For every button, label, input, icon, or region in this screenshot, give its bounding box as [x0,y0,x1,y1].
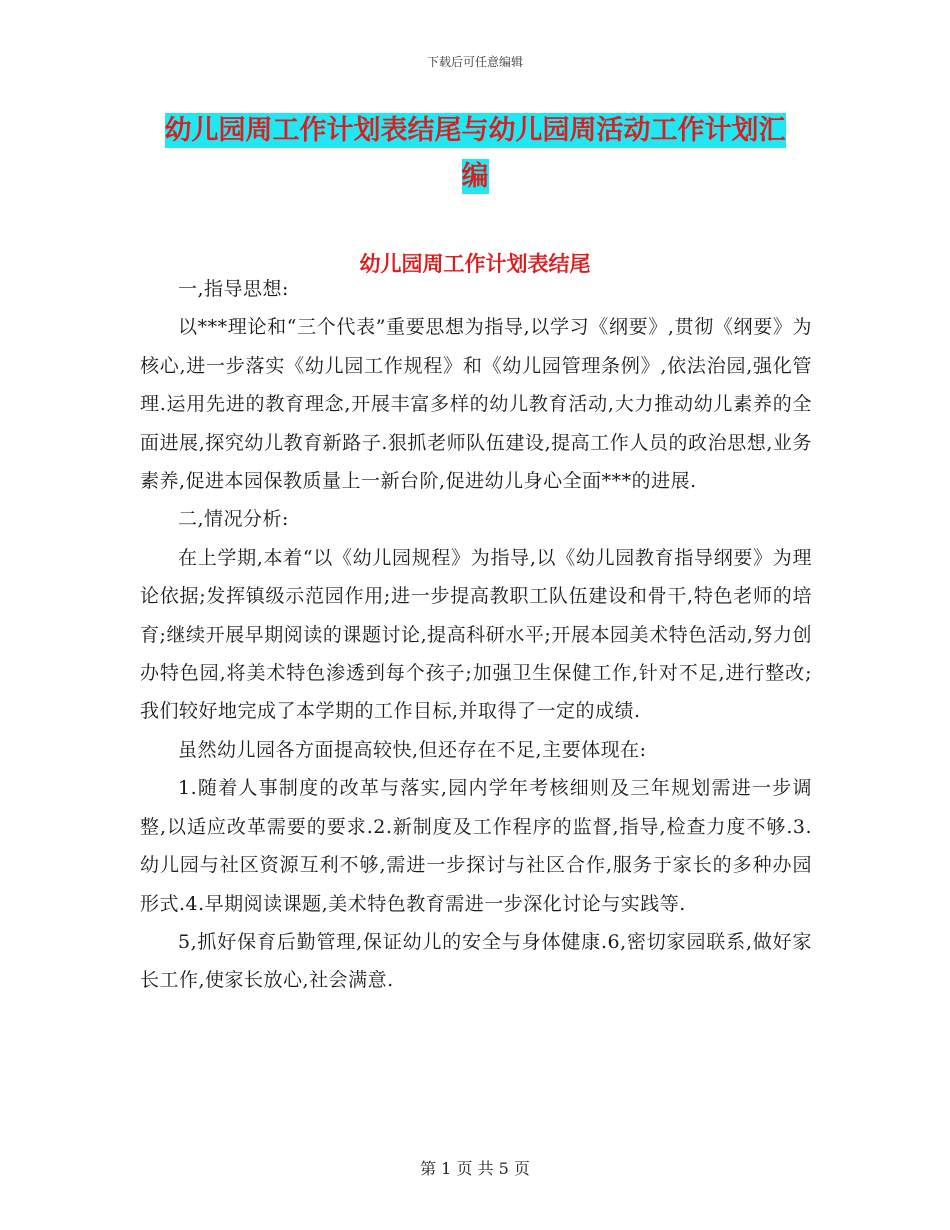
page-number: 第 1 页 共 5 页 [420,1159,530,1178]
paragraph-shortcomings-list: 1.随着人事制度的改革与落实,园内学年考核细则及三年规划需进一步调整,以适应改革需要的要求.2.新制度及工作程序的监督,指导,检查力度不够.3.幼儿园与社区资源互利不够,需进一步探讨与社区合作,服务于家长的多种办园形式.4.早期阅读课题,美术特色教育需进一步深化讨论与实践等. [140,777,812,915]
header-note: 下载后可任意编辑 [426,55,523,69]
paragraph-last-semester: 在上学期,本着“以《幼儿园规程》为指导,以《幼儿园教育指导纲要》为理论依据;发挥镇级示范园作用;进一步提高教职工队伍建设和骨干,特色老师的培育;继续开展早期阅读的课题讨论,提高科研水平;开展本园美术特色活动,努力创办特色园,将美术特色渗透到每个孩子;加强卫生保健工作,针对不足,进行整改;我们较好地完成了本学期的工作目标,并取得了一定的成绩. [140,546,812,723]
document-title-line-1: 幼儿园周工作计划表结尾与幼儿园周活动工作计划汇 [164,115,786,146]
paragraph-guiding-ideology: 以***理论和“三个代表”重要思想为指导,以学习《纲要》,贯彻《纲要》为核心,进一步落实《幼儿园工作规程》和《幼儿园管理条例》,依法治园,强化管理.运用先进的教育理念,开展丰富多样的幼儿教育活动,大力推动幼儿素养的全面进展,探究幼儿教育新路子.狠抓老师队伍建设,提高工作人员的政治思想,业务素养,促进本园保教质量上一新台阶,促进幼儿身心全面***的进展. [140,316,812,493]
paragraph-shortcomings-intro: 虽然幼儿园各方面提高较快,但还存在不足,主要体现在: [178,738,647,761]
heading-guiding-ideology: 一,指导思想: [178,278,289,300]
section-title: 幼儿园周工作计划表结尾 [359,252,591,276]
document-title-line-2: 编 [461,161,489,192]
document-title [140,108,810,200]
paragraph-logistics: 5,抓好保育后勤管理,保证幼儿的安全与身体健康.6,密切家园联系,做好家长工作,使家长放心,社会满意. [140,930,812,992]
body-text [140,270,812,1000]
heading-situation-analysis: 二,情况分析: [178,508,289,531]
